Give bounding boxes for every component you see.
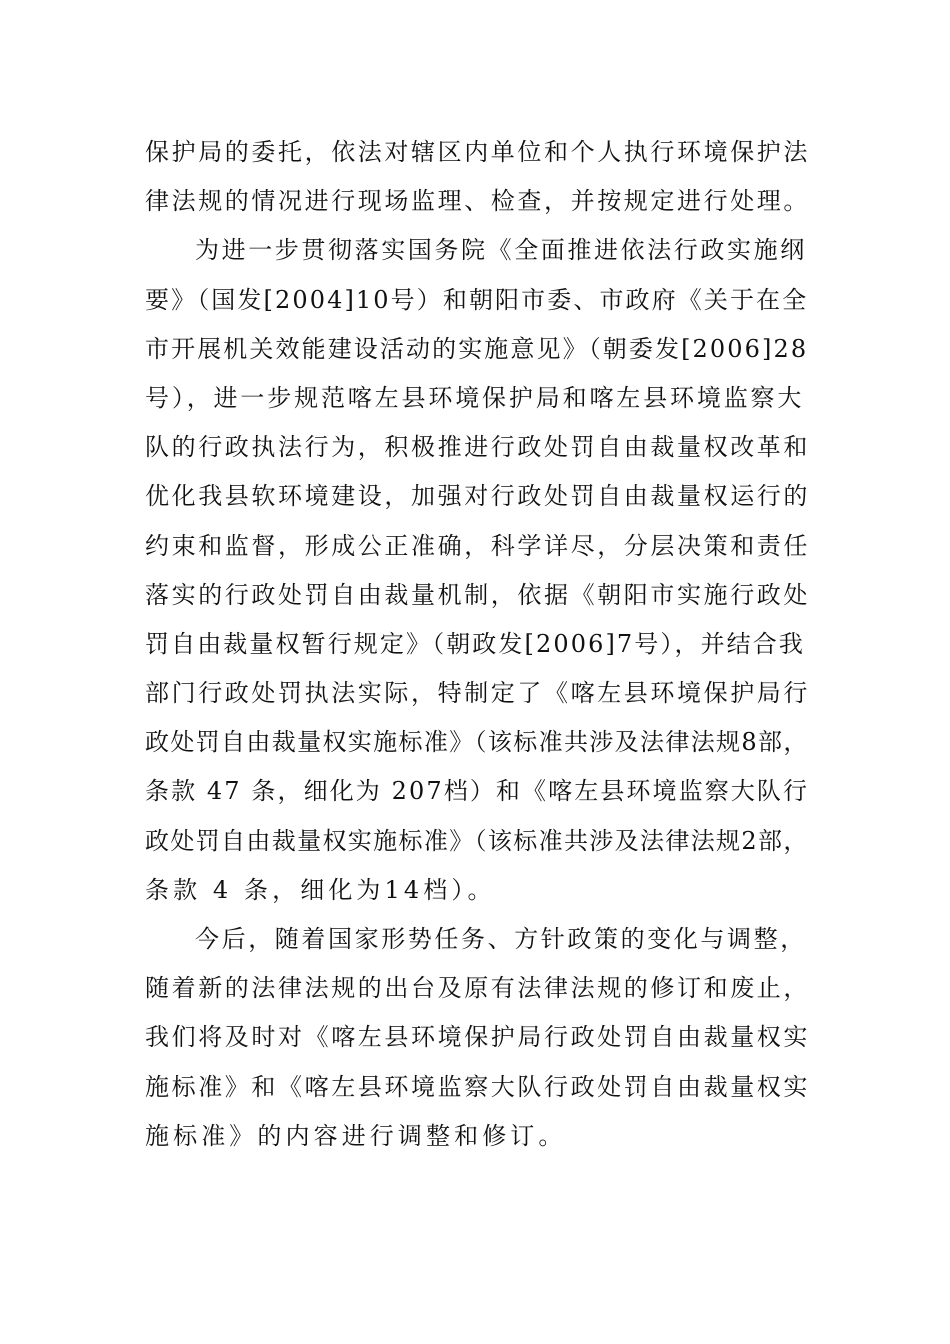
text-line: 队的行政执法行为，积极推进行政处罚自由裁量权改革和 — [145, 433, 810, 462]
text-line: 部门行政处罚执法实际，特制定了《喀左县环境保护局行 — [145, 679, 810, 708]
body-text — [145, 128, 810, 1161]
text-line: 约束和监督，形成公正准确，科学详尽，分层决策和责任 — [145, 531, 810, 560]
text-line: 政处罚自由裁量权实施标准》（该标准共涉及法律法规2部， — [145, 826, 809, 855]
text-line: 号），进一步规范喀左县环境保护局和喀左县环境监察大 — [145, 383, 805, 412]
text-line: 落实的行政处罚自由裁量机制，依据《朝阳市实施行政处 — [145, 580, 810, 609]
paragraph-start-line: 今后，随着国家形势任务、方针政策的变化与调整， — [195, 925, 807, 953]
text-line: 条款 4 条，细化为14档）。 — [145, 875, 496, 904]
text-line: 保护局的委托，依法对辖区内单位和个人执行环境保护法 — [145, 138, 810, 166]
text-line: 施标准》的内容进行调整和修订。 — [145, 1121, 567, 1150]
paragraph-start-line: 为进一步贯彻落实国务院《全面推进依法行政实施纲 — [195, 236, 807, 265]
text-line: 我们将及时对《喀左县环境保护局行政处罚自由裁量权实 — [145, 1023, 810, 1052]
text-line: 政处罚自由裁量权实施标准》（该标准共涉及法律法规8部， — [145, 728, 809, 757]
text-line: 条款 47 条，细化为 207档）和《喀左县环境监察大队行 — [145, 777, 810, 806]
text-line: 优化我县软环境建设，加强对行政处罚自由裁量权运行的 — [145, 482, 810, 511]
text-line: 施标准》和《喀左县环境监察大队行政处罚自由裁量权实 — [145, 1072, 810, 1101]
text-line: 罚自由裁量权暂行规定》（朝政发[2006]7号），并结合我 — [145, 629, 805, 658]
text-line: 随着新的法律法规的出台及原有法律法规的修订和废止， — [145, 974, 810, 1003]
text-line: 市开展机关效能建设活动的实施意见》（朝委发[2006]28 — [145, 334, 809, 363]
text-line: 要》（国发[2004]10号）和朝阳市委、市政府《关于在全 — [145, 285, 809, 314]
text-line: 律法规的情况进行现场监理、检查，并按规定进行处理。 — [145, 187, 810, 216]
